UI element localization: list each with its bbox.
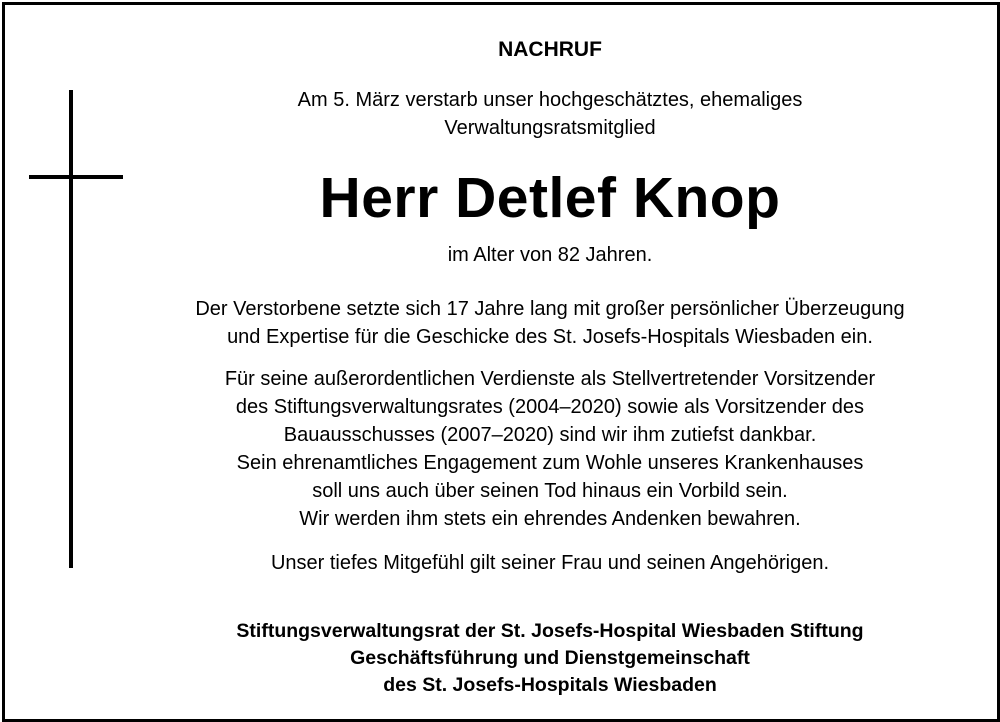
paragraph-line: und Expertise für die Geschicke des St. Josefs-Hospitals Wiesbaden ein. xyxy=(227,326,873,348)
paragraph-line: Wir werden ihm stets ein ehrendes Andenken bewahren. xyxy=(299,508,801,530)
signature-block xyxy=(130,618,970,699)
paragraph-line: soll uns auch über seinen Tod hinaus ein Vorbild sein. xyxy=(312,480,788,502)
paragraph-line: Der Verstorbene setzte sich 17 Jahre lang mit großer persönlicher Überzeugung xyxy=(195,298,905,320)
paragraph-tenure xyxy=(130,295,970,351)
signature-line: Geschäftsführung und Dienstgemeinschaft xyxy=(350,647,750,669)
paragraph-merits xyxy=(130,365,970,533)
obituary-heading: NACHRUF xyxy=(498,38,602,61)
signature-line: des St. Josefs-Hospitals Wiesbaden xyxy=(383,674,717,696)
intro-line: Verwaltungsratsmitglied xyxy=(444,117,656,139)
signature-line: Stiftungsverwaltungsrat der St. Josefs-Hospital Wiesbaden Stiftung xyxy=(236,620,864,642)
paragraph-line: Sein ehrenamtliches Engagement zum Wohle unseres Krankenhauses xyxy=(236,452,864,474)
age-text: im Alter von 82 Jahren. xyxy=(447,244,653,266)
cross-icon-horizontal-bar xyxy=(29,175,123,179)
intro-text xyxy=(130,86,970,142)
paragraph-line: Bauausschusses (2007–2020) sind wir ihm zutiefst dankbar. xyxy=(283,424,817,446)
intro-line: Am 5. März verstarb unser hochgeschätztes, ehemaliges xyxy=(297,89,803,111)
deceased-name: Herr Detlef Knop xyxy=(319,166,781,230)
paragraph-line: Für seine außerordentlichen Verdienste als Stellvertretender Vorsitzender xyxy=(224,368,876,390)
paragraph-line: des Stiftungsverwaltungsrates (2004–2020) sowie als Vorsitzender des xyxy=(235,396,865,418)
paragraph-condolence: Unser tiefes Mitgefühl gilt seiner Frau und seinen Angehörigen. xyxy=(270,552,830,574)
cross-icon-vertical-bar xyxy=(69,90,73,568)
